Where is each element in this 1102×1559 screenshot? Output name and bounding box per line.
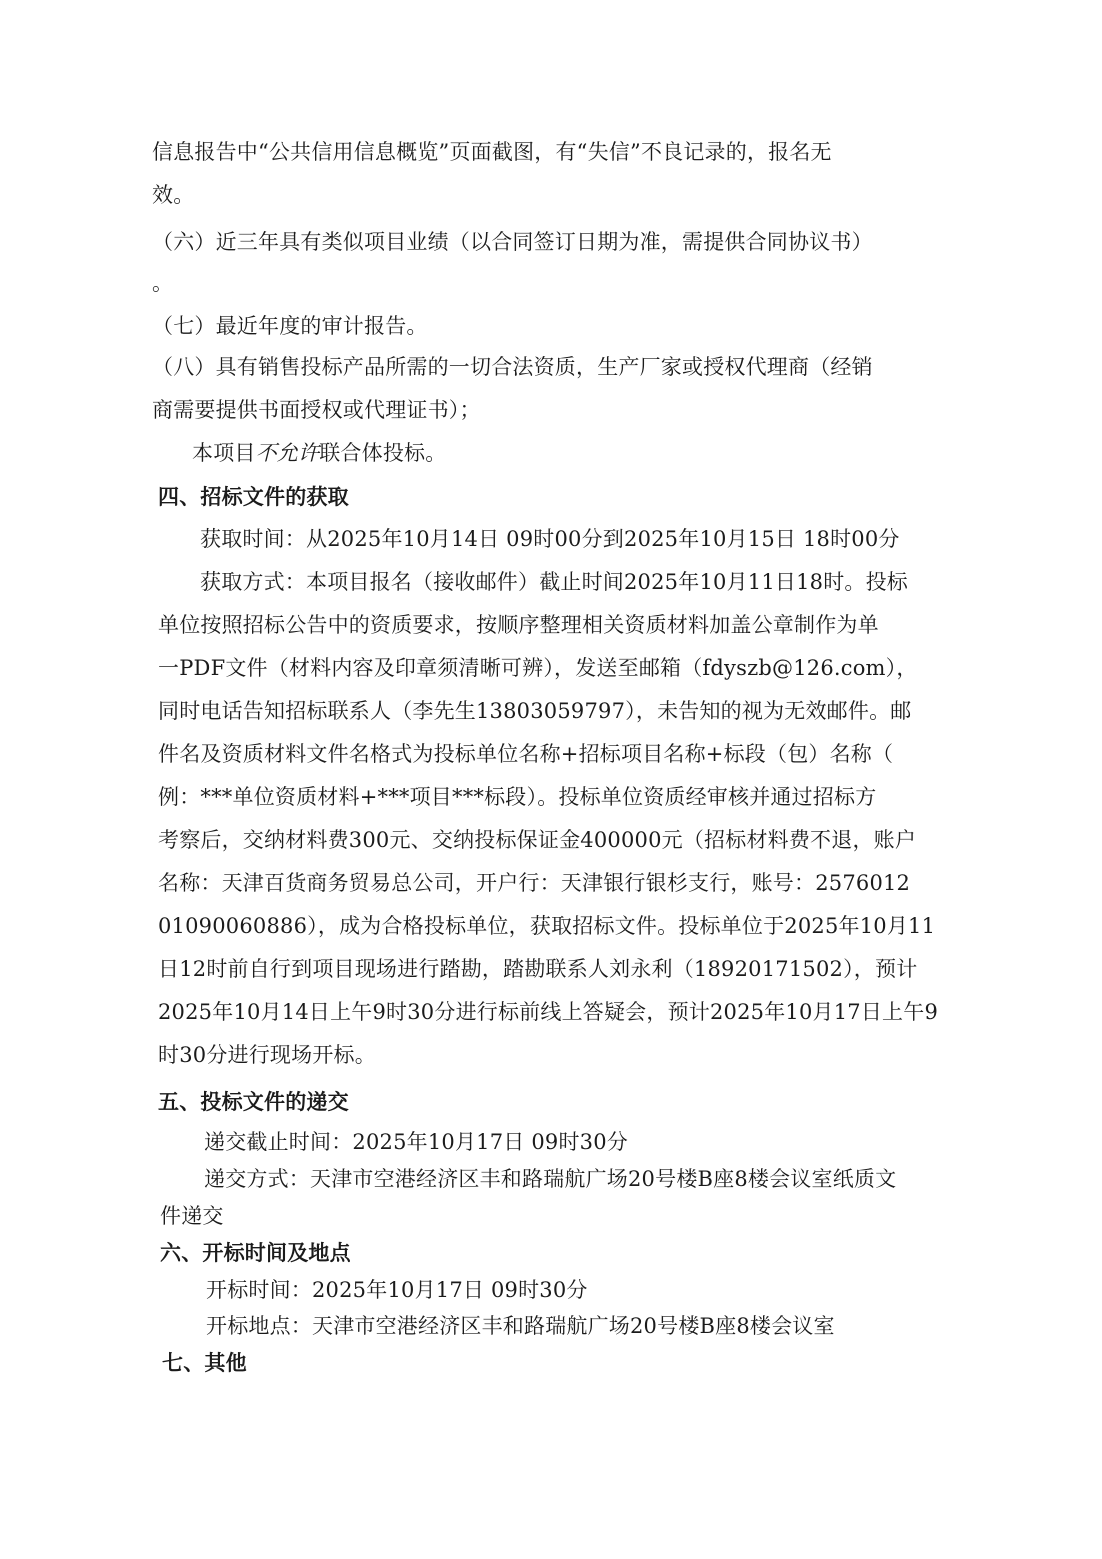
section-6-heading: 六、开标时间及地点 bbox=[160, 1240, 351, 1265]
consortium-before: 本项目 bbox=[192, 441, 256, 465]
section-4-method-line: 01090060886），成为合格投标单位，获取招标文件。投标单位于2025年10月11 bbox=[158, 914, 936, 938]
credit-line-2: 效。 bbox=[152, 183, 195, 207]
section-4-method-line: 一PDF文件（材料内容及印章须清晰可辨），发送至邮箱（fdyszb@126.com）， bbox=[158, 656, 918, 680]
section-4-method-line: 2025年10月14日上午9时30分进行标前线上答疑会，预计2025年10月17日上午9 bbox=[158, 1000, 939, 1024]
section-4-heading: 四、招标文件的获取 bbox=[158, 484, 349, 509]
section-5-method-line-1: 递交方式：天津市空港经济区丰和路瑞航广场20号楼B座8楼会议室纸质文 bbox=[204, 1167, 897, 1191]
section-4-time: 获取时间：从2025年10月14日 09时00分到2025年10月15日 18时00分 bbox=[200, 527, 900, 551]
credit-line-1: 信息报告中“公共信用信息概览”页面截图，有“失信”不良记录的，报名无 bbox=[152, 140, 832, 164]
item-8-line-2: 商需要提供书面授权或代理证书）； bbox=[152, 398, 481, 422]
item-6-line-1: （六）近三年具有类似项目业绩（以合同签订日期为准，需提供合同协议书） bbox=[152, 230, 873, 254]
item-6-line-2: 。 bbox=[152, 271, 174, 295]
consortium-italic: 不允许 bbox=[255, 441, 320, 465]
item-8-line-1: （八）具有销售投标产品所需的一切合法资质，生产厂家或授权代理商（经销 bbox=[152, 355, 873, 379]
section-5-heading: 五、投标文件的递交 bbox=[158, 1089, 349, 1114]
item-7: （七）最近年度的审计报告。 bbox=[152, 314, 428, 338]
section-6-time: 开标时间：2025年10月17日 09时30分 bbox=[206, 1278, 588, 1302]
section-7-heading: 七、其他 bbox=[162, 1350, 247, 1375]
section-4-method-line: 考察后，交纳材料费300元、交纳投标保证金400000元（招标材料费不退，账户 bbox=[158, 828, 917, 852]
section-5-deadline: 递交截止时间：2025年10月17日 09时30分 bbox=[204, 1130, 629, 1154]
section-4-method-line: 获取方式：本项目报名（接收邮件）截止时间2025年10月11日18时。投标 bbox=[200, 570, 909, 594]
section-4-method-line: 名称：天津百货商务贸易总公司，开户行：天津银行银杉支行，账号：2576012 bbox=[158, 871, 911, 895]
section-4-method-line: 件名及资质材料文件名格式为投标单位名称+招标项目名称+标段（包）名称（ bbox=[158, 742, 894, 766]
section-4-method-line: 日12时前自行到项目现场进行踏勘，踏勘联系人刘永利（18920171502），预计 bbox=[158, 957, 918, 981]
section-4-method-line: 例：***单位资质材料+***项目***标段）。投标单位资质经审核并通过招标方 bbox=[158, 785, 877, 809]
section-4-method-line: 单位按照招标公告中的资质要求，按顺序整理相关资质材料加盖公章制作为单 bbox=[158, 613, 879, 637]
section-4-method-line: 同时电话告知招标联系人（李先生13803059797），未告知的视为无效邮件。邮 bbox=[158, 699, 912, 723]
section-4-method-line: 时30分进行现场开标。 bbox=[158, 1043, 376, 1067]
section-6-place: 开标地点：天津市空港经济区丰和路瑞航广场20号楼B座8楼会议室 bbox=[206, 1314, 835, 1338]
consortium-after: 联合体投标。 bbox=[319, 441, 447, 465]
consortium-note bbox=[192, 438, 446, 468]
section-5-method-line-2: 件递交 bbox=[160, 1204, 224, 1228]
